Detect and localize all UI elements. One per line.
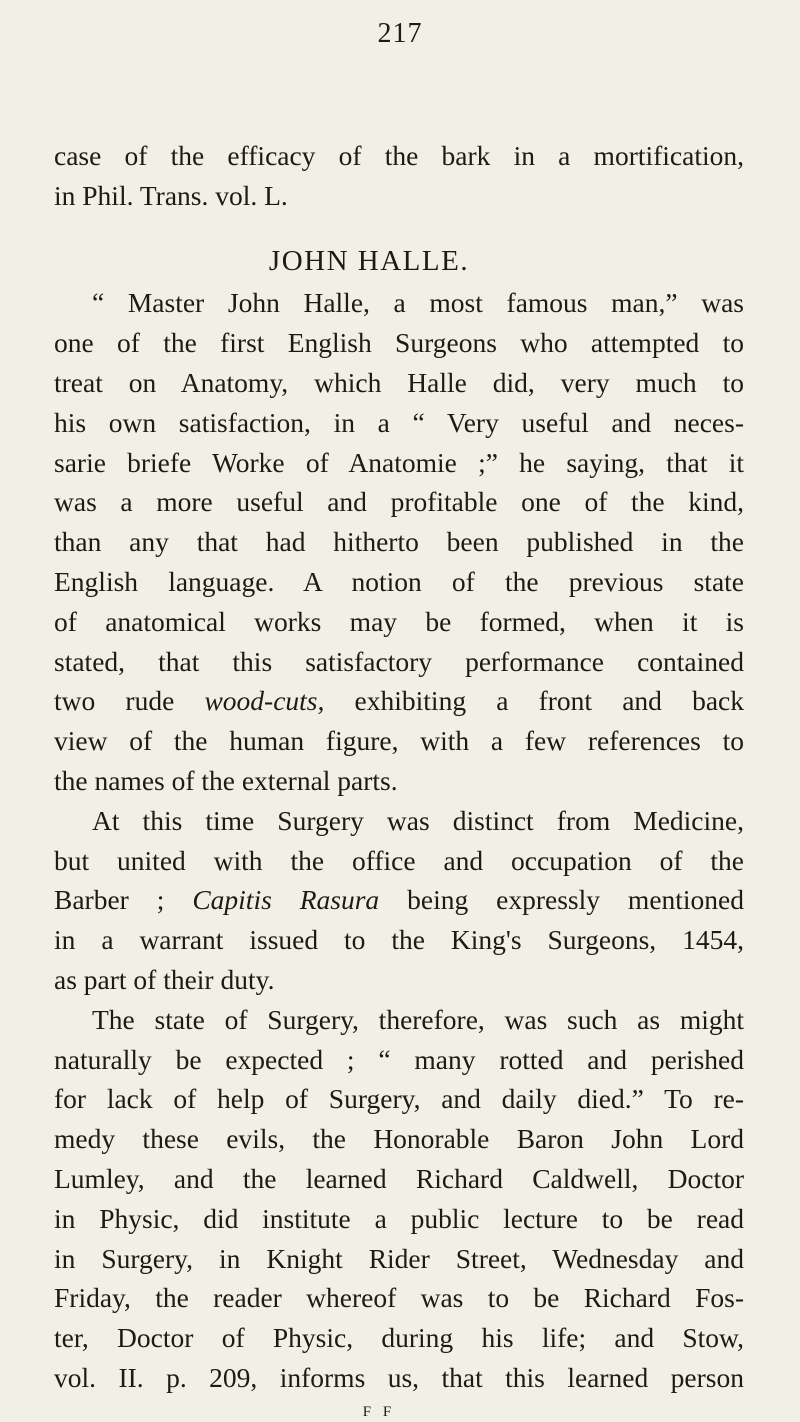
text-line: naturally be expected ; “ many rotted and perished bbox=[54, 1043, 744, 1075]
text-fragment: exhibiting a front and back bbox=[324, 685, 745, 717]
text-line: “ Master John Halle, a most famous man,” was bbox=[92, 287, 744, 319]
text-line: Friday, the reader whereof was to be Richard Fos- bbox=[54, 1282, 744, 1314]
text-line: than any that had hitherto been published in the bbox=[54, 526, 744, 558]
text-line: English language. A notion of the previous state bbox=[54, 565, 744, 597]
text-line: in Surgery, in Knight Rider Street, Wednesday and bbox=[54, 1242, 744, 1274]
text-line: Lumley, and the learned Richard Caldwell, Doctor bbox=[54, 1162, 744, 1194]
text-line: but united with the office and occupation of the bbox=[54, 844, 744, 876]
text-line: in Phil. Trans. vol. L. bbox=[54, 179, 288, 211]
text-line: The state of Surgery, therefore, was such as might bbox=[92, 1003, 744, 1035]
text-line: as part of their duty. bbox=[54, 963, 275, 995]
text-line: vol. II. p. 209, informs us, that this learned person bbox=[54, 1361, 744, 1393]
page-number: 217 bbox=[377, 18, 423, 49]
text-line: At this time Surgery was distinct from Medicine, bbox=[92, 804, 744, 836]
text-fragment: two rude bbox=[54, 685, 205, 717]
text-line: stated, that this satisfactory performance contained bbox=[54, 645, 744, 677]
text-line bbox=[54, 681, 744, 721]
text-line: the names of the external parts. bbox=[54, 764, 398, 796]
text-line: case of the efficacy of the bark in a mortification, bbox=[54, 140, 744, 171]
text-line: one of the first English Surgeons who attempted to bbox=[54, 327, 744, 359]
text-line: medy these evils, the Honorable Baron John Lord bbox=[54, 1123, 744, 1155]
signature-mark: F F bbox=[362, 1403, 396, 1420]
text-fragment: Barber ; bbox=[54, 884, 193, 916]
italic-phrase: Capitis Rasura bbox=[192, 884, 380, 916]
text-line: in a warrant issued to the King's Surgeons, 1454, bbox=[54, 924, 744, 956]
text-line: in Physic, did institute a public lecture to be read bbox=[54, 1202, 744, 1234]
text-line: view of the human figure, with a few references to bbox=[54, 725, 744, 757]
text-line: for lack of help of Surgery, and daily died.” To re- bbox=[54, 1083, 744, 1115]
italic-phrase: wood-cuts, bbox=[204, 685, 325, 717]
text-line: ter, Doctor of Physic, during his life; and Stow, bbox=[54, 1322, 744, 1354]
section-heading: JOHN HALLE. bbox=[268, 244, 470, 277]
text-line: of anatomical works may be formed, when it is bbox=[54, 605, 744, 637]
text-fragment: being expressly mentioned bbox=[379, 884, 745, 916]
text-line: was a more useful and profitable one of the kind, bbox=[54, 486, 744, 518]
text-line: treat on Anatomy, which Halle did, very much to bbox=[54, 366, 744, 398]
text-line: sarie briefe Worke of Anatomie ;” he saying, that it bbox=[54, 446, 744, 478]
text-line bbox=[54, 880, 744, 920]
body-text bbox=[54, 136, 744, 1422]
text-line: his own satisfaction, in a “ Very useful and neces- bbox=[54, 406, 744, 438]
